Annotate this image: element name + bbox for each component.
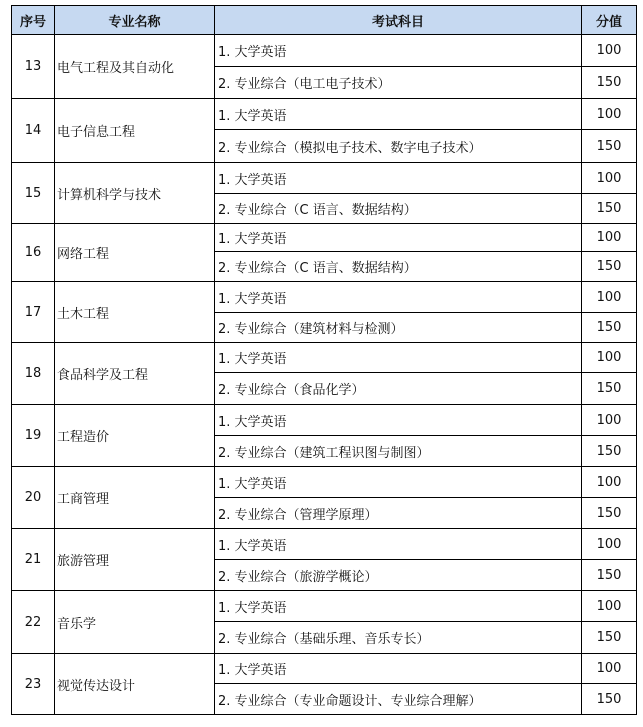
exam-subject: 2. 专业综合（基础乐理、音乐专长） [215, 622, 582, 654]
table-row [12, 529, 637, 560]
exam-subject: 1. 大学英语 [215, 467, 582, 498]
subject-score: 150 [582, 498, 637, 529]
exam-subject: 1. 大学英语 [215, 343, 582, 373]
table-row [12, 282, 637, 313]
row-number: 21 [12, 529, 55, 591]
row-number: 16 [12, 224, 55, 282]
major-name: 网络工程 [55, 224, 215, 282]
row-number: 13 [12, 35, 55, 99]
subject-score: 150 [582, 194, 637, 224]
exam-subject: 2. 专业综合（旅游学概论） [215, 560, 582, 591]
major-name: 电子信息工程 [55, 99, 215, 163]
exam-subject: 1. 大学英语 [215, 591, 582, 622]
exam-subject: 2. 专业综合（管理学原理） [215, 498, 582, 529]
exam-subject: 1. 大学英语 [215, 99, 582, 130]
table-row [12, 224, 637, 252]
major-name: 计算机科学与技术 [55, 163, 215, 224]
exam-subject: 1. 大学英语 [215, 282, 582, 313]
subject-score: 100 [582, 99, 637, 130]
exam-subject: 2. 专业综合（C 语言、数据结构） [215, 194, 582, 224]
exam-subject: 1. 大学英语 [215, 224, 582, 252]
table-row [12, 467, 637, 498]
major-name: 土木工程 [55, 282, 215, 343]
subject-score: 150 [582, 622, 637, 654]
table-row [12, 35, 637, 67]
major-name: 食品科学及工程 [55, 343, 215, 405]
table-row [12, 163, 637, 194]
exam-subject: 1. 大学英语 [215, 529, 582, 560]
subject-score: 150 [582, 560, 637, 591]
subject-score: 100 [582, 467, 637, 498]
subject-score: 100 [582, 35, 637, 67]
subject-score: 150 [582, 684, 637, 715]
major-name: 音乐学 [55, 591, 215, 654]
major-name: 工商管理 [55, 467, 215, 529]
header-score: 分值 [582, 6, 637, 35]
major-name: 视觉传达设计 [55, 654, 215, 715]
subject-score: 100 [582, 591, 637, 622]
header-major: 专业名称 [55, 6, 215, 35]
subject-score: 150 [582, 130, 637, 163]
row-number: 19 [12, 405, 55, 467]
exam-table-container [11, 5, 637, 715]
header-subject: 考试科目 [215, 6, 582, 35]
major-name: 旅游管理 [55, 529, 215, 591]
exam-subject: 2. 专业综合（模拟电子技术、数字电子技术） [215, 130, 582, 163]
exam-subject: 2. 专业综合（建筑工程识图与制图） [215, 436, 582, 467]
exam-subject: 1. 大学英语 [215, 163, 582, 194]
table-row [12, 405, 637, 436]
table-body [12, 35, 637, 715]
subject-score: 100 [582, 224, 637, 252]
subject-score: 100 [582, 282, 637, 313]
exam-subjects-table [11, 5, 637, 715]
exam-subject: 2. 专业综合（专业命题设计、专业综合理解） [215, 684, 582, 715]
row-number: 18 [12, 343, 55, 405]
major-name: 电气工程及其自动化 [55, 35, 215, 99]
major-name: 工程造价 [55, 405, 215, 467]
subject-score: 100 [582, 343, 637, 373]
table-row [12, 654, 637, 684]
exam-subject: 2. 专业综合（C 语言、数据结构） [215, 252, 582, 282]
table-row [12, 591, 637, 622]
subject-score: 150 [582, 67, 637, 99]
exam-subject: 2. 专业综合（食品化学） [215, 373, 582, 405]
subject-score: 150 [582, 373, 637, 405]
exam-subject: 2. 专业综合（电工电子技术） [215, 67, 582, 99]
table-row [12, 343, 637, 373]
subject-score: 150 [582, 436, 637, 467]
row-number: 22 [12, 591, 55, 654]
header-no: 序号 [12, 6, 55, 35]
row-number: 15 [12, 163, 55, 224]
exam-subject: 1. 大学英语 [215, 405, 582, 436]
subject-score: 100 [582, 405, 637, 436]
subject-score: 150 [582, 252, 637, 282]
table-row [12, 99, 637, 130]
exam-subject: 1. 大学英语 [215, 654, 582, 684]
subject-score: 100 [582, 163, 637, 194]
subject-score: 150 [582, 313, 637, 343]
row-number: 20 [12, 467, 55, 529]
row-number: 17 [12, 282, 55, 343]
row-number: 23 [12, 654, 55, 715]
row-number: 14 [12, 99, 55, 163]
subject-score: 100 [582, 529, 637, 560]
exam-subject: 2. 专业综合（建筑材料与检测） [215, 313, 582, 343]
exam-subject: 1. 大学英语 [215, 35, 582, 67]
header-row [12, 6, 637, 35]
subject-score: 100 [582, 654, 637, 684]
